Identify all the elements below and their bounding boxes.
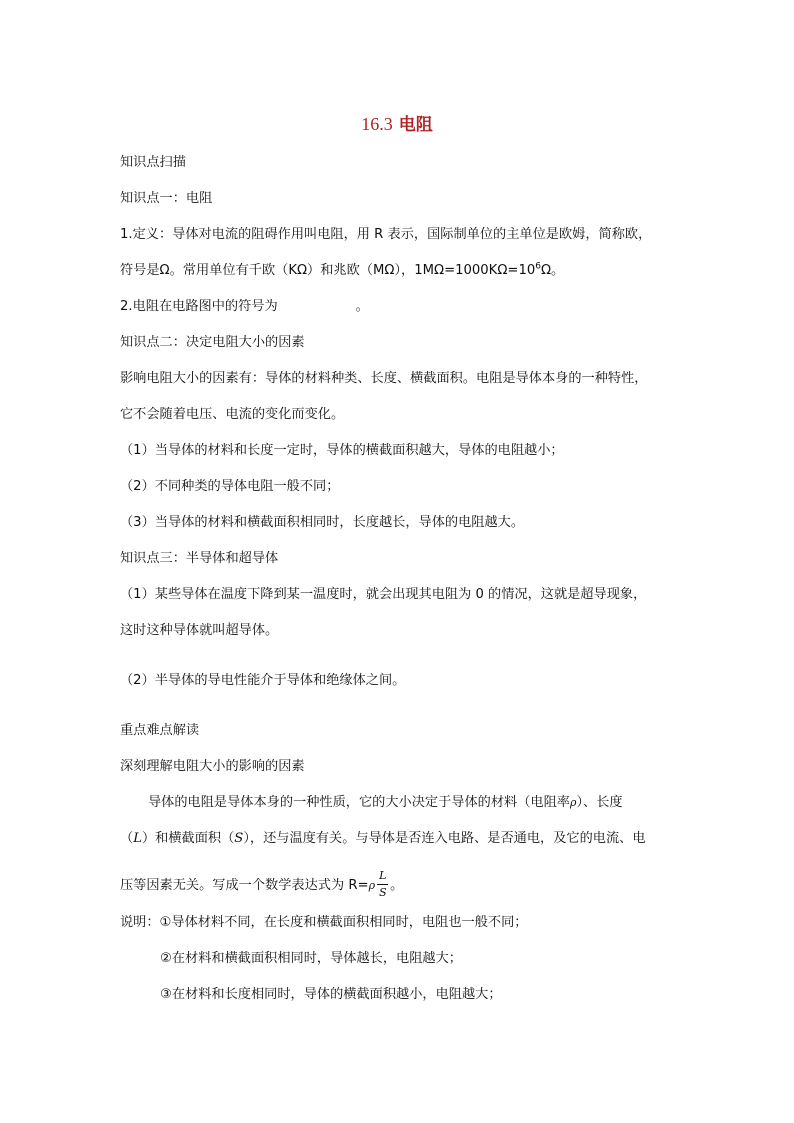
knowledge-heading-2: 知识点二：决定电阻大小的因素 [120, 335, 305, 350]
key-p2-open: （ [120, 831, 134, 846]
symbol-line-end: 。 [355, 299, 369, 314]
section-heading-key-points: 重点难点解读 [120, 723, 200, 738]
formula-prefix: 压等因素无关。写成一个数学表达式为 R= [120, 878, 369, 893]
title-text: 电阻 [398, 115, 433, 135]
key-p2-mid: ）和横截面积（ [141, 831, 235, 846]
key-paragraph-line-1 [148, 794, 708, 812]
factors-line-2: 它不会随着电压、电流的变化而变化。 [120, 407, 345, 422]
length-symbol: L [133, 831, 142, 846]
formula-end: 。 [390, 878, 404, 893]
key-paragraph-line-2 [120, 830, 680, 848]
note-line-1: 说明：①导体材料不同，在长度和横截面积相同时，电阻也一般不同； [120, 915, 528, 930]
key-subheading: 深刻理解电阻大小的影响的因素 [120, 759, 305, 774]
factor-item-3: （3）当导体的材料和横截面积相同时，长度越长，导体的电阻越大。 [120, 515, 525, 530]
formula-rho: ρ [368, 879, 376, 892]
formula-numerator: L [379, 869, 387, 882]
note-line-2: ②在材料和横截面积相同时，导体越长，电阻越大； [160, 951, 462, 966]
definition-line-1: 1.定义：导体对电流的阻碍作用叫电阻，用 R 表示，国际制单位的主单位是欧姆，简称欧， [120, 227, 652, 242]
factors-line-1: 影响电阻大小的因素有：导体的材料种类、长度、横截面积。电阻是导体本身的一种特性， [120, 371, 648, 386]
exponent: 6 [535, 261, 541, 272]
definition-line-2-end: Ω。 [540, 263, 565, 278]
key-p1-text: 导体的电阻是导体本身的一种性质，它的大小决定于导体的材料（电阻率 [148, 795, 570, 810]
area-symbol: S [234, 831, 244, 846]
definition-line-2-text: 符号是Ω。常用单位有千欧（KΩ）和兆欧（MΩ），1MΩ=1000KΩ=10 [120, 263, 536, 278]
factor-item-2: （2）不同种类的导体电阻一般不同； [120, 479, 340, 494]
superconductor-line-2: 这时这种导体就叫超导体。 [120, 623, 279, 638]
page-title [0, 110, 794, 135]
knowledge-heading-1: 知识点一：电阻 [120, 191, 213, 206]
key-p2-end: ），还与温度有关。与导体是否连入电路、是否通电，及它的电流、电 [243, 831, 646, 846]
knowledge-heading-3: 知识点三：半导体和超导体 [120, 551, 279, 566]
superconductor-line-1: （1）某些导体在温度下降到某一温度时，就会出现其电阻为 0 的情况，这就是超导现象， [120, 587, 647, 602]
rho-symbol: ρ [570, 796, 577, 809]
formula-fraction [376, 870, 390, 900]
section-heading-scan: 知识点扫描 [120, 155, 186, 170]
factor-item-1: （1）当导体的材料和长度一定时，导体的横截面积越大，导体的电阻越小； [120, 443, 564, 458]
key-paragraph-line-3 [120, 870, 680, 900]
key-p1-end: ）、长度 [576, 795, 623, 810]
note-line-3: ③在材料和长度相同时，导体的横截面积越小，电阻越大； [160, 987, 502, 1002]
symbol-line-text: 2.电阻在电路图中的符号为 [120, 299, 278, 314]
formula-denominator: S [379, 886, 387, 899]
title-number: 16.3 [361, 114, 393, 134]
symbol-line [120, 298, 680, 316]
semiconductor-line: （2）半导体的导电性能介于导体和绝缘体之间。 [120, 673, 406, 688]
definition-line-2 [120, 262, 680, 280]
